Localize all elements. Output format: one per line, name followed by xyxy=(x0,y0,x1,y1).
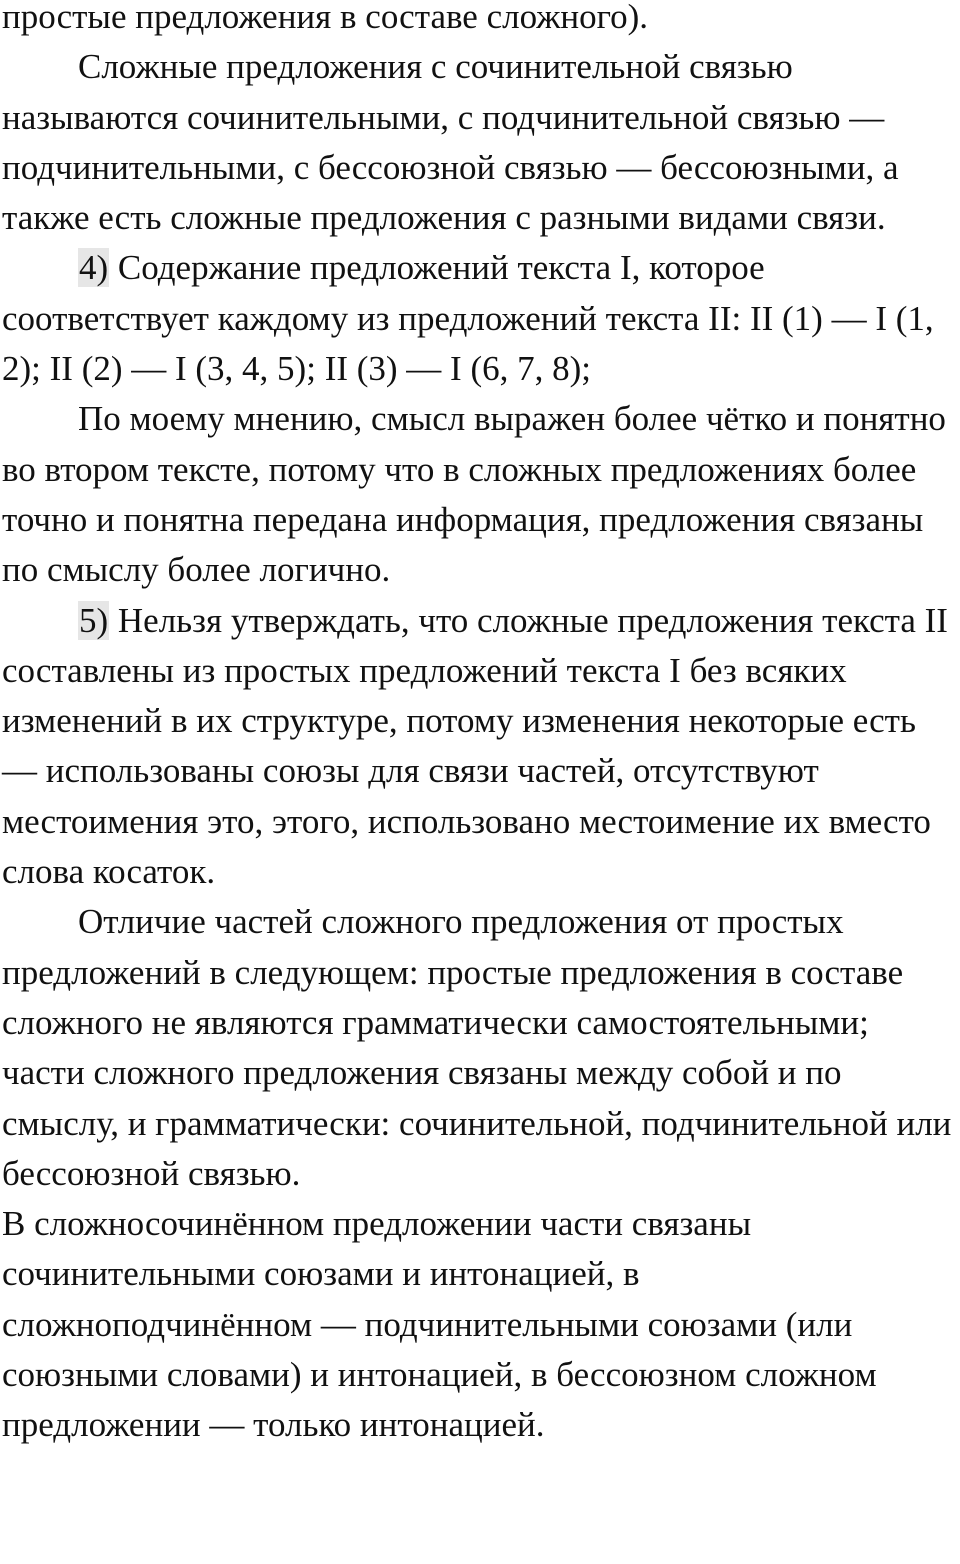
paragraph-sentence-types xyxy=(2,42,958,243)
paragraph-text: В сложносочинённом предложении части связаны сочинительными союзами и интонацией, в сложноподчинённом — подчинительными союзами (или союзными словами) и интонацией, в бессоюзном сложном предложении — только интонацией. xyxy=(2,1204,877,1445)
item-number-5: 5) xyxy=(79,600,109,640)
paragraph-item-4 xyxy=(2,243,958,394)
paragraph-item-5 xyxy=(2,596,958,898)
paragraph-text: простые предложения в составе сложного). xyxy=(2,0,649,36)
paragraph-differences xyxy=(2,897,958,1199)
paragraph-text: Сложные предложения с сочинительной связью называются сочинительными, с подчинительной связью — подчинительными, с бессоюзной связью — бессоюзными, а также есть сложные предложения с разными видами связи. xyxy=(2,47,899,238)
paragraph-text: По моему мнению, смысл выражен более чётко и понятно во втором тексте, потому что в сложных предложениях более точно и понятна передана информация, предложения связаны по смыслу более логично. xyxy=(2,399,946,590)
paragraph-conclusion xyxy=(2,1199,958,1450)
document-page xyxy=(2,0,958,1451)
item-number-4: 4) xyxy=(79,248,109,288)
paragraph-continuation xyxy=(2,0,958,42)
paragraph-text: Отличие частей сложного предложения от простых предложений в следующем: простые предложения в составе сложного не являются грамматически самостоятельными; части сложного предложения связаны между собой и по смыслу, и грамматически: сочинительной, подчинительной или бессоюзной связью. xyxy=(2,902,952,1193)
paragraph-text: Содержание предложений текста I, которое соответствует каждому из предложений текста II: II (1) — I (1, 2); II (2) — I (3, 4, 5); II (3) — I (6, 7, 8); xyxy=(2,248,934,389)
paragraph-text: Нельзя утверждать, что сложные предложения текста II составлены из простых предложений текста I без всяких изменений в их структуре, потому изменения некоторые есть — использованы союзы для связи частей, отсутствуют местоимения это, этого, использовано местоимение их вместо слова косаток. xyxy=(2,600,948,892)
paragraph-opinion xyxy=(2,394,958,595)
